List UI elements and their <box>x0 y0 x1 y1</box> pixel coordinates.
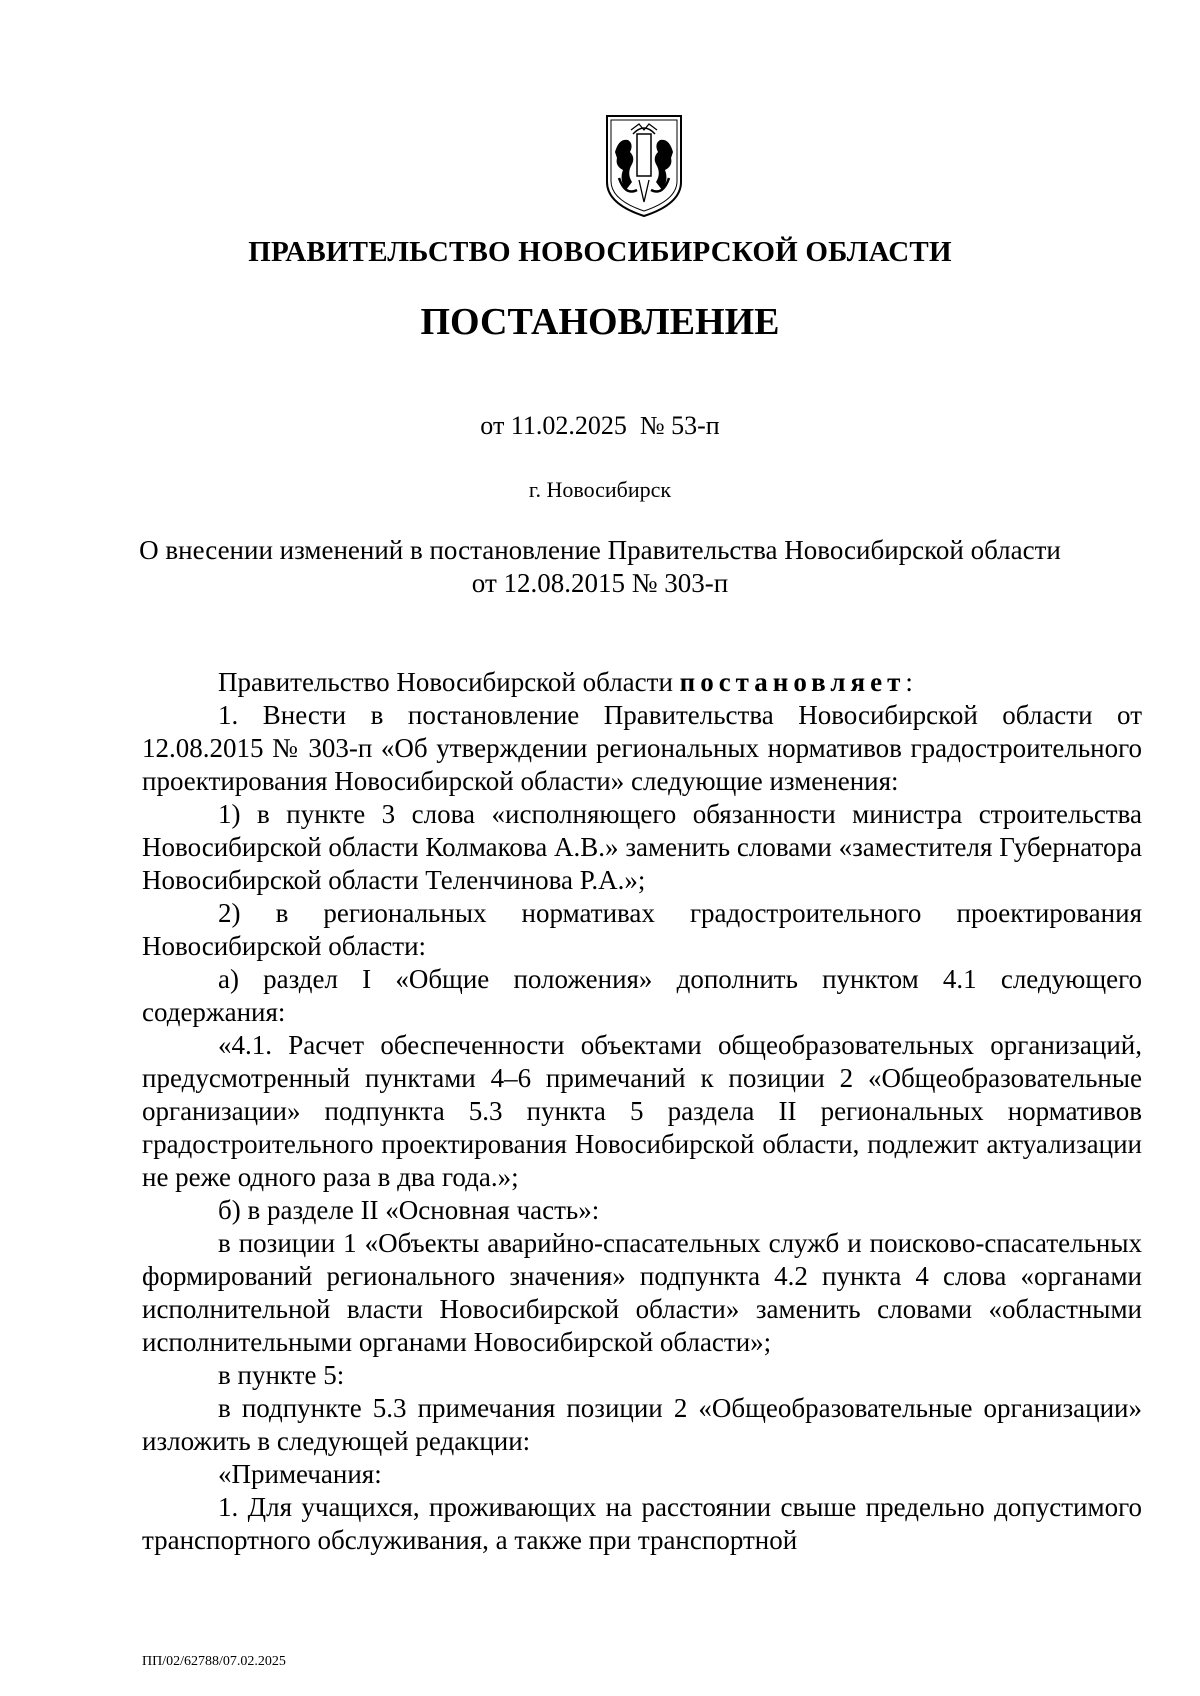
document-date-number: от 11.02.2025 № 53-п <box>480 411 720 440</box>
document-subject <box>0 534 1200 600</box>
subject-line-1: О внесении изменений в постановление Правительства Новосибирской области <box>139 535 1061 565</box>
body-paragraph: а) раздел I «Общие положения» дополнить пунктом 4.1 следующего содержания: <box>142 964 1142 1027</box>
body-paragraph: б) в разделе II «Основная часть»: <box>218 1195 600 1225</box>
intro-suffix: : <box>905 667 913 697</box>
body-paragraph: 1. Внести в постановление Правительства Новосибирской области от 12.08.2015 № 303-п «Об утверждении региональных нормативов градостроительного проектирования Новосибирской области» следующие изменения: <box>142 700 1142 796</box>
document-city: г. Новосибирск <box>528 477 672 502</box>
subject-line-2: от 12.08.2015 № 303-п <box>471 568 729 598</box>
body-paragraph: 1) в пункте 3 слова «исполняющего обязанности министра строительства Новосибирской области Колмакова А.В.» заменить словами «заместителя Губернатора Новосибирской области Теленчинова Р.А.»; <box>142 799 1142 895</box>
body-paragraph: в пункте 5: <box>218 1360 345 1390</box>
intro-emphasis: постановляет <box>679 667 906 697</box>
coat-of-arms-icon <box>601 112 687 220</box>
document-body <box>142 666 1142 1557</box>
body-paragraph: в подпункте 5.3 примечания позиции 2 «Общеобразовательные организации» изложить в следующей редакции: <box>142 1393 1142 1456</box>
intro-prefix: Правительство Новосибирской области <box>218 667 680 697</box>
government-name: ПРАВИТЕЛЬСТВО НОВОСИБИРСКОЙ ОБЛАСТИ <box>248 236 952 268</box>
intro-paragraph <box>142 666 1142 699</box>
body-paragraph: 2) в региональных нормативах градостроительного проектирования Новосибирской области: <box>142 898 1142 961</box>
document-type-title: ПОСТАНОВЛЕНИЕ <box>420 301 780 343</box>
body-paragraph: в позиции 1 «Объекты аварийно-спасательных служб и поисково-спасательных формирований регионального значения» подпункта 4.2 пункта 4 слова «органами исполнительной власти Новосибирской области» заменить словами «областными исполнительными органами Новосибирской области»; <box>142 1228 1142 1357</box>
body-paragraph: «Примечания: <box>218 1459 382 1489</box>
body-paragraph: 1. Для учащихся, проживающих на расстоянии свыше предельно допустимого транспортного обслуживания, а также при транспортной <box>142 1492 1142 1555</box>
body-paragraph: «4.1. Расчет обеспеченности объектами общеобразовательных организаций, предусмотренный пунктами 4–6 примечаний к позиции 2 «Общеобразовательные организации» подпункта 5.3 пункта 5 раздела II региональных нормативов градостроительного проектирования Новосибирской области, подлежит актуализации не реже одного раза в два года.»; <box>142 1030 1142 1192</box>
footer-document-code: ПП/02/62788/07.02.2025 <box>142 1654 286 1669</box>
